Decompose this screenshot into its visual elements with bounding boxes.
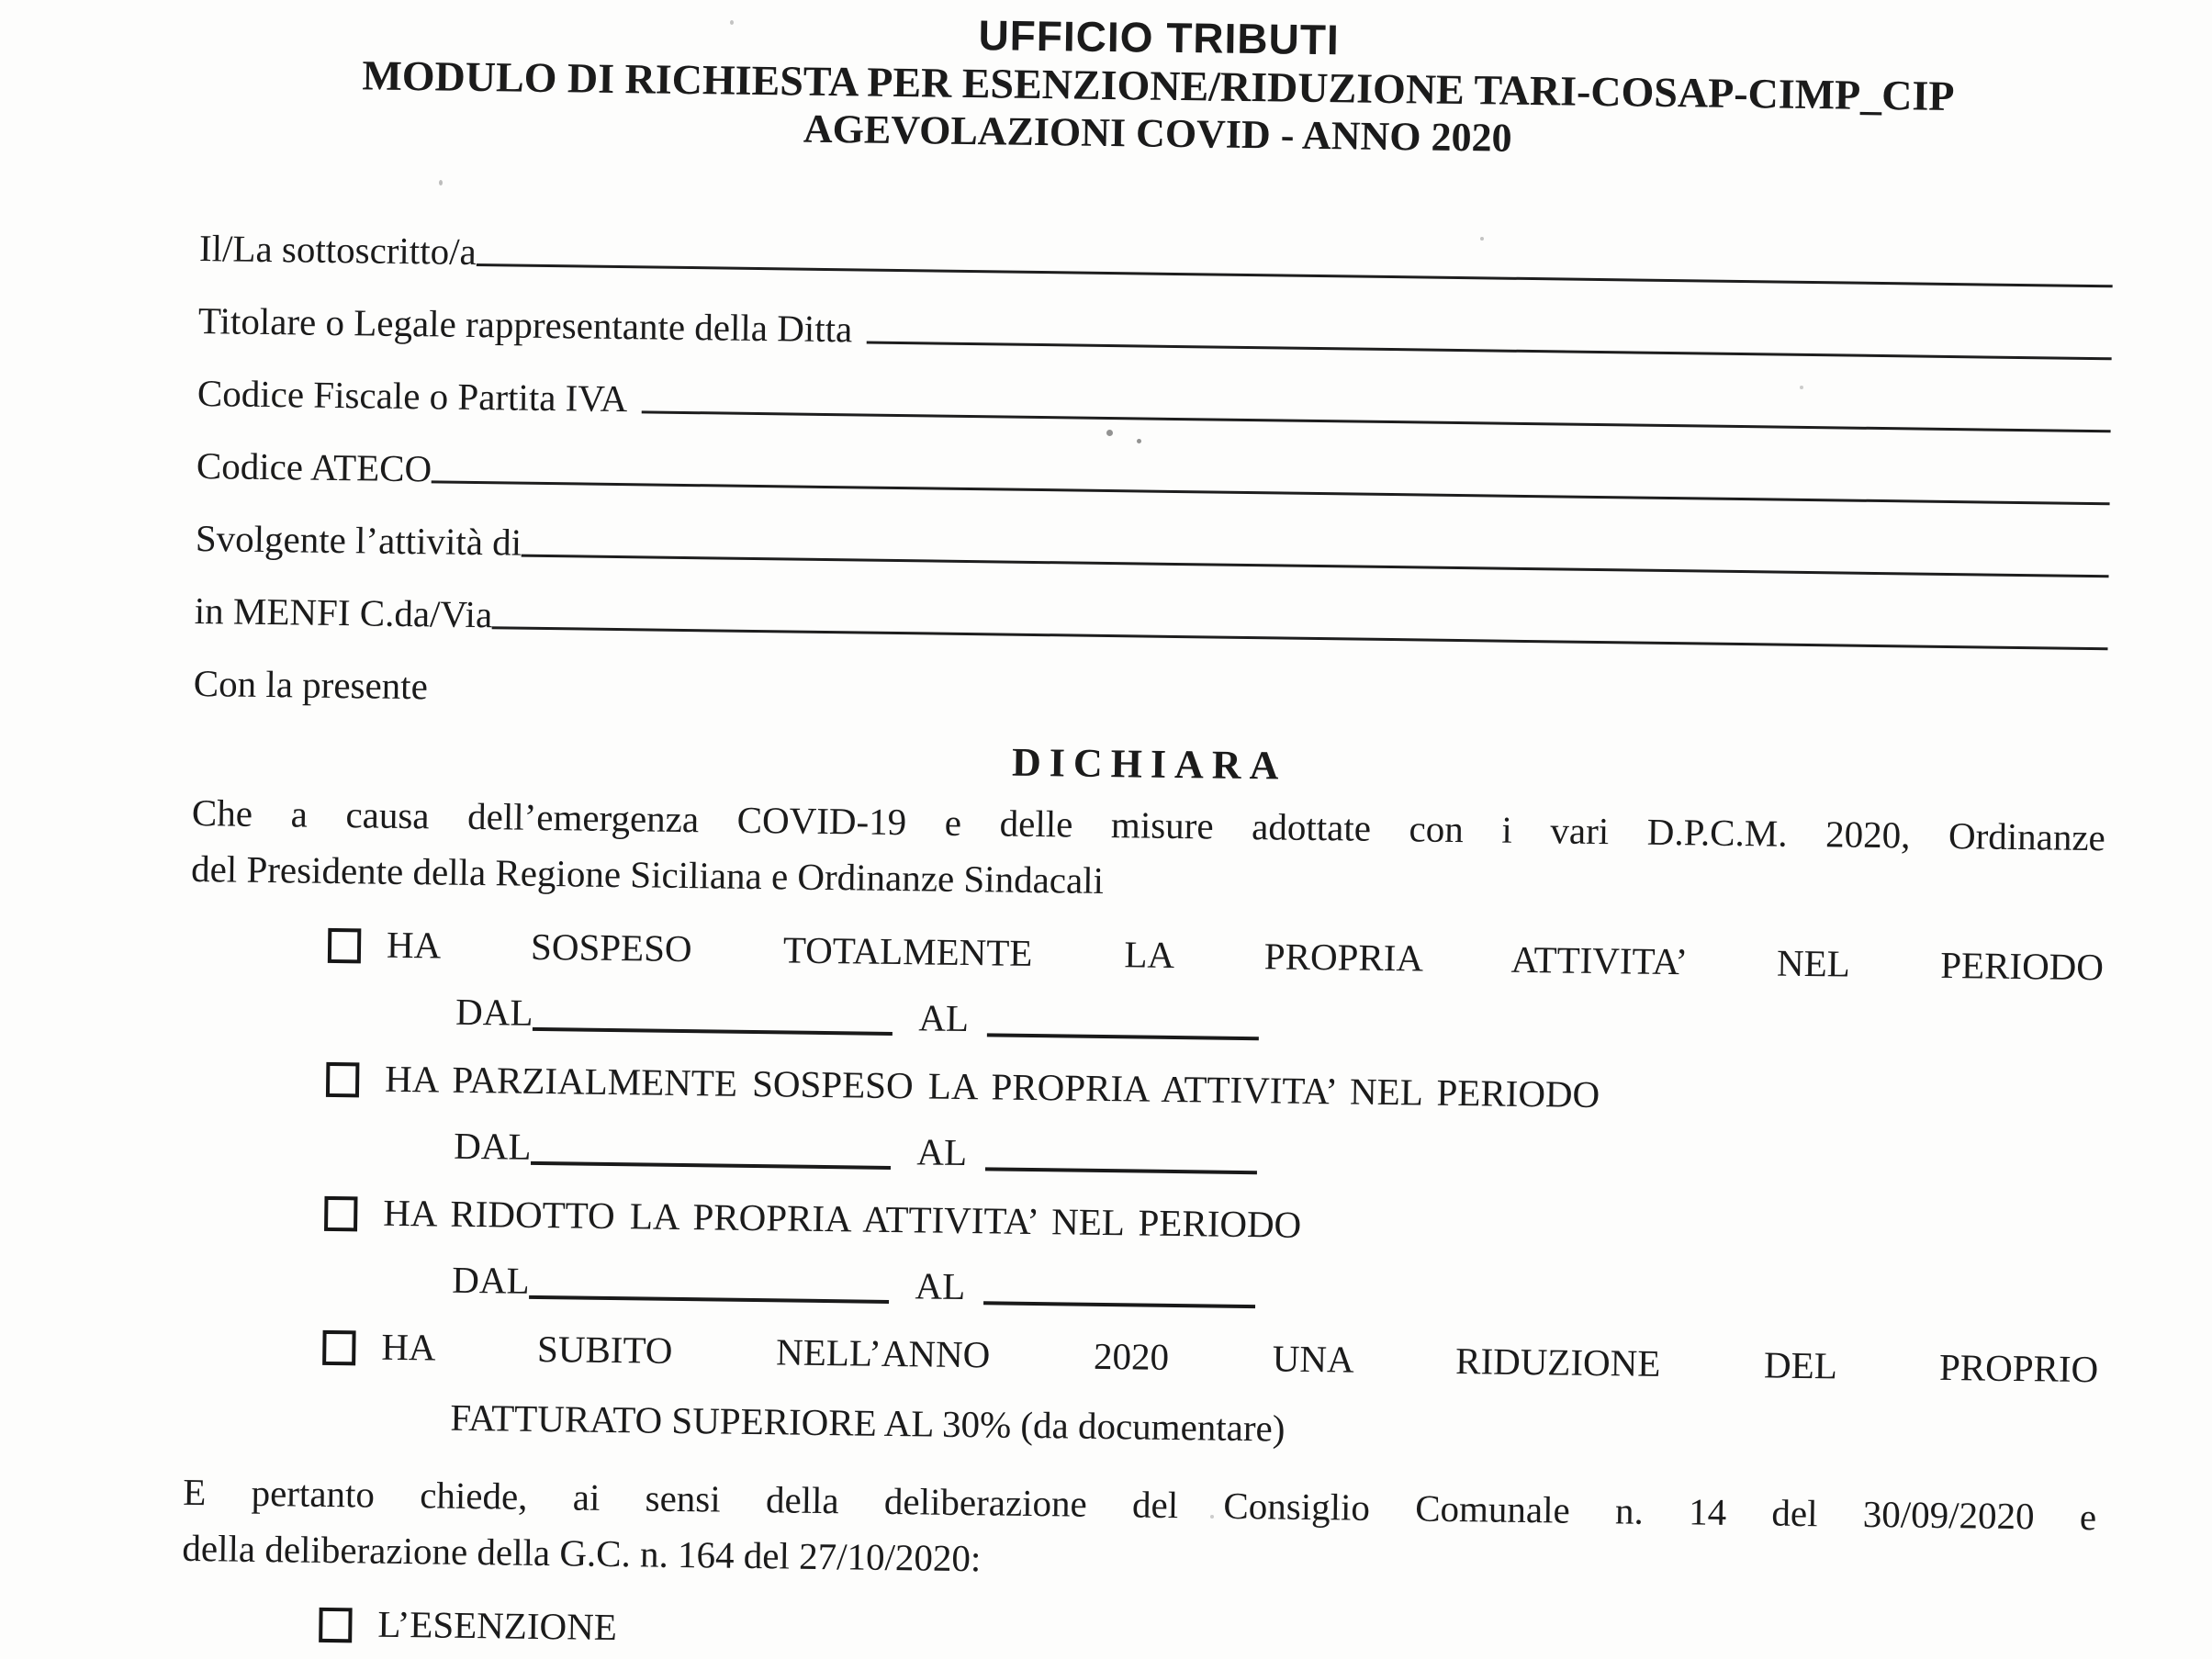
form-title: MODULO DI RICHIESTA PER ESENZIONE/RIDUZIONE TARI-COSAP-CIMP_CIP: [362, 51, 1955, 120]
dichiara-intro-line2: del Presidente della Regione Siciliana e Ordinanze Sindacali: [190, 846, 1105, 902]
scan-speck: [1800, 386, 1803, 389]
option-label: HA PARZIALMENTE SOSPESO LA PROPRIA ATTIVITA’ NEL PERIODO: [384, 1057, 1600, 1116]
checkbox-icon: [322, 1330, 355, 1365]
option-riduzione-fatturato: [322, 1323, 2098, 1392]
request-line2: della deliberazione della G.C. n. 164 del 27/10/2020:: [182, 1526, 982, 1580]
scan-speck: [1210, 1515, 1214, 1519]
option-parzialmente-sospeso: [326, 1055, 2102, 1124]
option-ridotto: [324, 1189, 2100, 1258]
dal-label: DAL: [452, 1258, 530, 1302]
option-label-line1: HA SUBITO NELL’ANNO 2020 UNA RIDUZIONE DEL PROPRIO: [381, 1325, 2099, 1391]
scan-speck: [1106, 430, 1113, 436]
al-label: AL: [915, 1264, 966, 1308]
checkbox-icon: [324, 1196, 357, 1231]
field-label-titolare: Titolare o Legale rappresentante della Ditta: [197, 299, 853, 351]
al-fill-line: [983, 1301, 1255, 1308]
option-sospeso-totalmente: [328, 921, 2104, 990]
checkbox-icon: [319, 1608, 352, 1642]
al-label: AL: [918, 996, 970, 1040]
dal-label: DAL: [453, 1124, 532, 1168]
fill-line-titolare: [867, 310, 2112, 361]
dichiara-intro-line1: Che a causa dell’emergenza COVID-19 e delle misure adottate con i vari D.P.C.M. 2020, Ordinanze: [191, 790, 2106, 859]
request-line1: E pertanto chiede, ai sensi della deliberazione del Consiglio Comunale n. 14 del 30/09/2020 e: [182, 1470, 2097, 1539]
al-fill-line: [987, 1033, 1259, 1040]
option-esenzione: [319, 1600, 2094, 1659]
al-label: AL: [916, 1130, 968, 1174]
option-label: HA RIDOTTO LA PROPRIA ATTIVITA’ NEL PERIODO: [382, 1191, 1302, 1246]
dichiara-intro: [191, 785, 2105, 922]
period-row-1: [455, 989, 2104, 1056]
scan-speck: [730, 20, 734, 25]
request-options: [319, 1600, 2094, 1659]
scan-speck: [1137, 439, 1141, 443]
form-subtitle: AGEVOLAZIONI COVID - ANNO 2020: [803, 106, 1512, 161]
declaration-options: [321, 921, 2104, 1462]
dal-fill-line: [533, 1027, 893, 1036]
dal-fill-line: [529, 1295, 889, 1304]
scan-speck: [1480, 237, 1484, 241]
field-label-codice-fiscale: Codice Fiscale o Partita IVA: [196, 372, 628, 420]
period-row-2: [454, 1123, 2102, 1190]
closing-phrase: Con la presente: [193, 661, 429, 708]
option-label: L’ESENZIONE: [377, 1602, 618, 1649]
field-label-codice-ateco: Codice ATECO: [196, 444, 432, 490]
scan-speck: [439, 180, 443, 185]
field-label-sottoscritto: Il/La sottoscritto/a: [198, 227, 477, 273]
option-label-line2: FATTURATO SUPERIORE AL 30% (da documentare): [450, 1396, 1286, 1450]
dal-label: DAL: [455, 990, 533, 1034]
applicant-fields: [195, 199, 2114, 659]
checkbox-icon: [326, 1062, 359, 1097]
office-title: UFFICIO TRIBUTI: [978, 11, 1341, 64]
dichiara-heading: DICHIARA: [1011, 739, 1287, 789]
al-fill-line: [985, 1167, 1257, 1174]
dal-fill-line: [531, 1161, 891, 1170]
checkbox-icon: [328, 928, 361, 963]
period-row-3: [452, 1257, 2100, 1324]
request-paragraph: [182, 1464, 2096, 1601]
field-label-attivita: Svolgente l’attività di: [195, 517, 522, 564]
option-label: HA SOSPESO TOTALMENTE LA PROPRIA ATTIVITA’ NEL PERIODO: [386, 923, 2105, 989]
field-label-indirizzo: in MENFI C.da/Via: [194, 588, 493, 636]
